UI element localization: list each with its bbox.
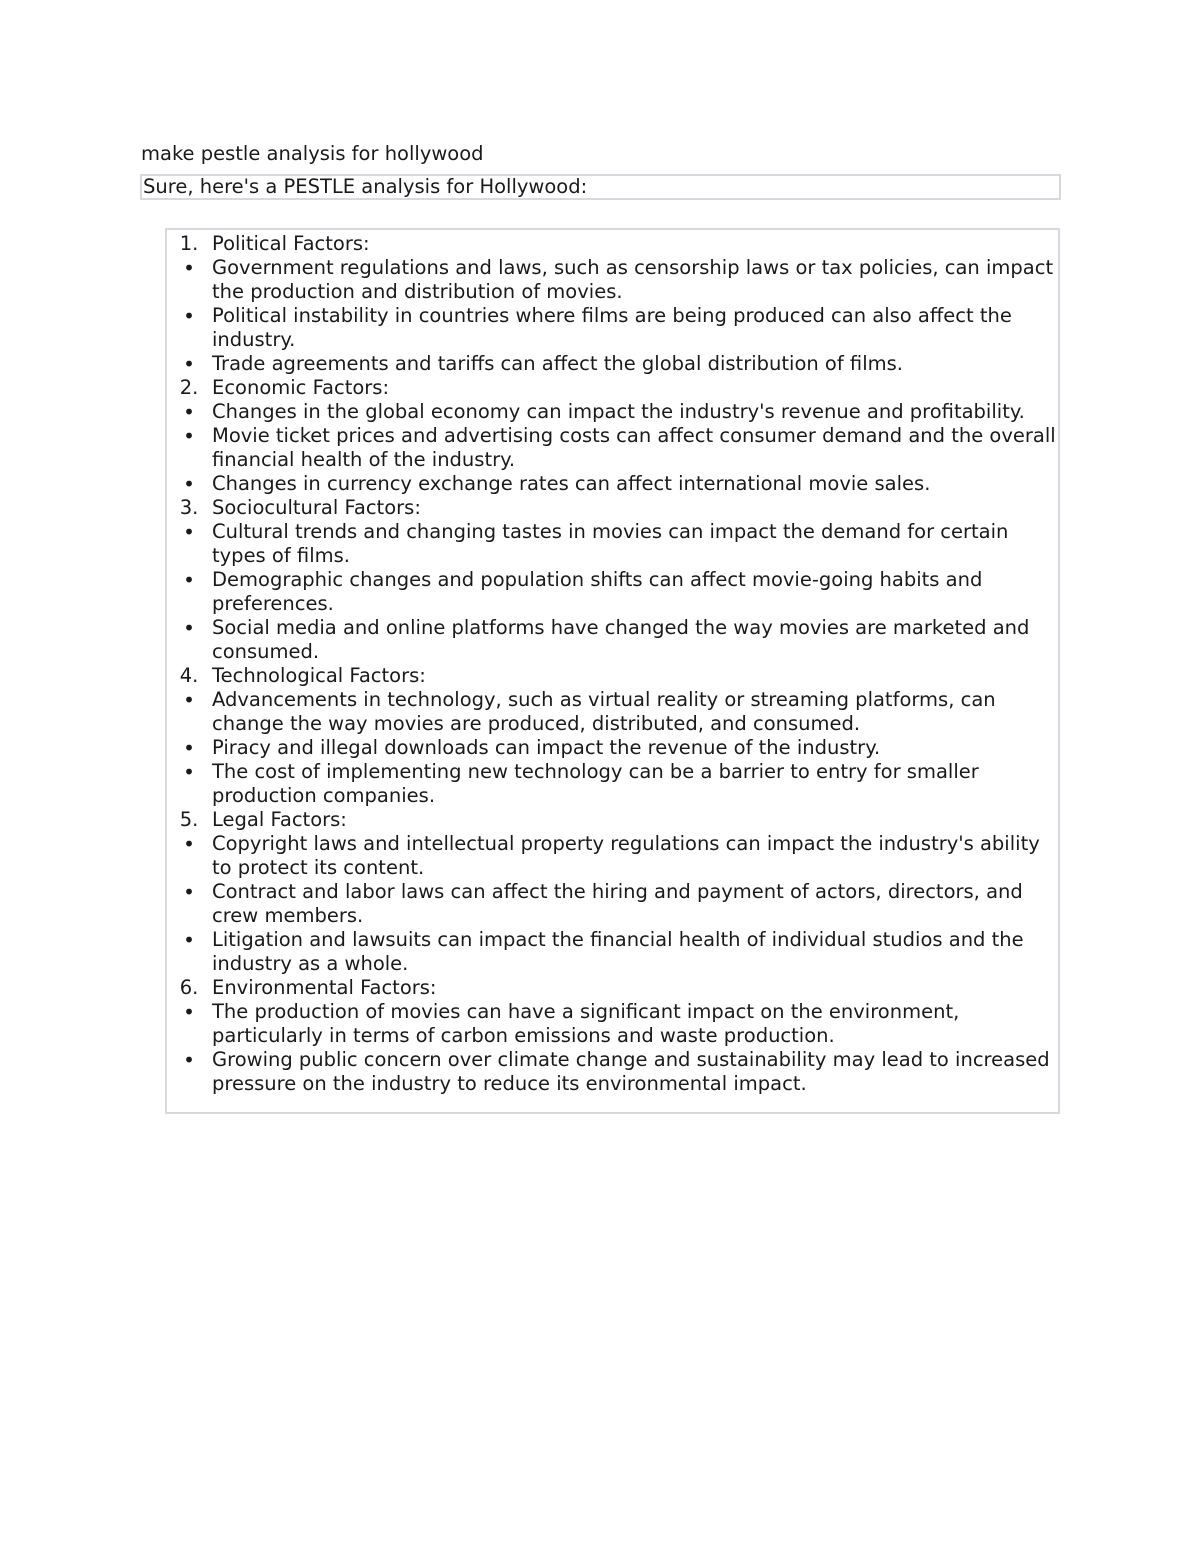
bullet-text: The production of movies can have a significant impact on the environment, particularly in terms of carbon emissions and waste production.	[212, 1000, 960, 1047]
bullet-item	[167, 256, 1058, 304]
bullet-item	[167, 424, 1058, 472]
bullet-text: Political instability in countries where films are being produced can also affect the industry.	[212, 304, 1012, 351]
bullet-marker: •	[183, 568, 195, 592]
prompt-text: make pestle analysis for hollywood	[141, 142, 484, 165]
bullet-text: Government regulations and laws, such as censorship laws or tax policies, can impact the production and distribution of movies.	[212, 256, 1054, 303]
number-marker: 3.	[179, 496, 199, 519]
bullet-text: Copyright laws and intellectual property regulations can impact the industry's ability to protect its content.	[212, 832, 1040, 879]
number-marker: 5.	[179, 808, 199, 831]
bullet-marker: •	[183, 880, 195, 904]
factor-heading-text: Economic Factors:	[212, 376, 390, 399]
number-marker: 1.	[179, 232, 199, 255]
bullet-marker: •	[183, 304, 195, 328]
bullet-text: Litigation and lawsuits can impact the financial health of individual studios and the industry as a whole.	[212, 928, 1024, 975]
bullet-item	[167, 688, 1058, 736]
number-marker: 2.	[179, 376, 199, 399]
bullet-marker: •	[183, 256, 195, 280]
bullet-text: Contract and labor laws can affect the hiring and payment of actors, directors, and crew members.	[212, 880, 1023, 927]
bullet-text: Trade agreements and tariffs can affect the global distribution of films.	[212, 352, 903, 375]
bullet-marker: •	[183, 832, 195, 856]
bullet-marker: •	[183, 352, 195, 376]
bullet-marker: •	[183, 760, 195, 784]
bullet-item	[167, 472, 1058, 496]
bullet-text: Cultural trends and changing tastes in movies can impact the demand for certain types of films.	[212, 520, 1009, 567]
number-marker: 4.	[179, 664, 199, 687]
bullet-marker: •	[183, 616, 195, 640]
bullet-item	[167, 400, 1058, 424]
bullet-marker: •	[183, 688, 195, 712]
bullet-item	[167, 520, 1058, 568]
bullet-text: The cost of implementing new technology can be a barrier to entry for smaller production companies.	[212, 760, 979, 807]
bullet-marker: •	[183, 928, 195, 952]
bullet-item	[167, 352, 1058, 376]
bullet-item	[167, 832, 1058, 880]
bullet-text: Changes in currency exchange rates can affect international movie sales.	[212, 472, 931, 495]
factor-heading-text: Political Factors:	[212, 232, 370, 255]
bullet-text: Social media and online platforms have changed the way movies are marketed and consumed.	[212, 616, 1030, 663]
bullet-text: Demographic changes and population shifts can affect movie-going habits and preferences.	[212, 568, 983, 615]
factor-heading	[167, 664, 1058, 688]
factor-heading	[167, 496, 1058, 520]
bullet-item	[167, 928, 1058, 976]
factor-heading	[167, 808, 1058, 832]
factor-heading-text: Technological Factors:	[212, 664, 426, 687]
bullet-marker: •	[183, 736, 195, 760]
factor-heading-text: Legal Factors:	[212, 808, 347, 831]
number-marker: 6.	[179, 976, 199, 999]
bullet-marker: •	[183, 472, 195, 496]
bullet-marker: •	[183, 1048, 195, 1072]
bullet-item	[167, 760, 1058, 808]
bullet-text: Piracy and illegal downloads can impact the revenue of the industry.	[212, 736, 881, 759]
bullet-marker: •	[183, 520, 195, 544]
bullet-text: Movie ticket prices and advertising costs can affect consumer demand and the overall financial health of the industry.	[212, 424, 1056, 471]
bullet-text: Growing public concern over climate change and sustainability may lead to increased pressure on the industry to reduce its environmental impact.	[212, 1048, 1050, 1095]
pestle-list	[165, 228, 1060, 1114]
bullet-item	[167, 880, 1058, 928]
bullet-text: Advancements in technology, such as virtual reality or streaming platforms, can change the way movies are produced, distributed, and consumed.	[212, 688, 996, 735]
bullet-marker: •	[183, 1000, 195, 1024]
bullet-item	[167, 568, 1058, 616]
factor-heading	[167, 976, 1058, 1000]
bullet-marker: •	[183, 424, 195, 448]
bullet-item	[167, 304, 1058, 352]
bullet-text: Changes in the global economy can impact the industry's revenue and profitability.	[212, 400, 1025, 423]
bullet-item	[167, 736, 1058, 760]
pestle-list-rows	[167, 232, 1058, 1096]
bullet-item	[167, 1048, 1058, 1096]
factor-heading-text: Environmental Factors:	[212, 976, 437, 999]
factor-heading	[167, 232, 1058, 256]
bullet-marker: •	[183, 400, 195, 424]
intro-text: Sure, here's a PESTLE analysis for Hollywood:	[140, 174, 1061, 200]
bullet-item	[167, 616, 1058, 664]
factor-heading	[167, 376, 1058, 400]
bullet-item	[167, 1000, 1058, 1048]
factor-heading-text: Sociocultural Factors:	[212, 496, 421, 519]
